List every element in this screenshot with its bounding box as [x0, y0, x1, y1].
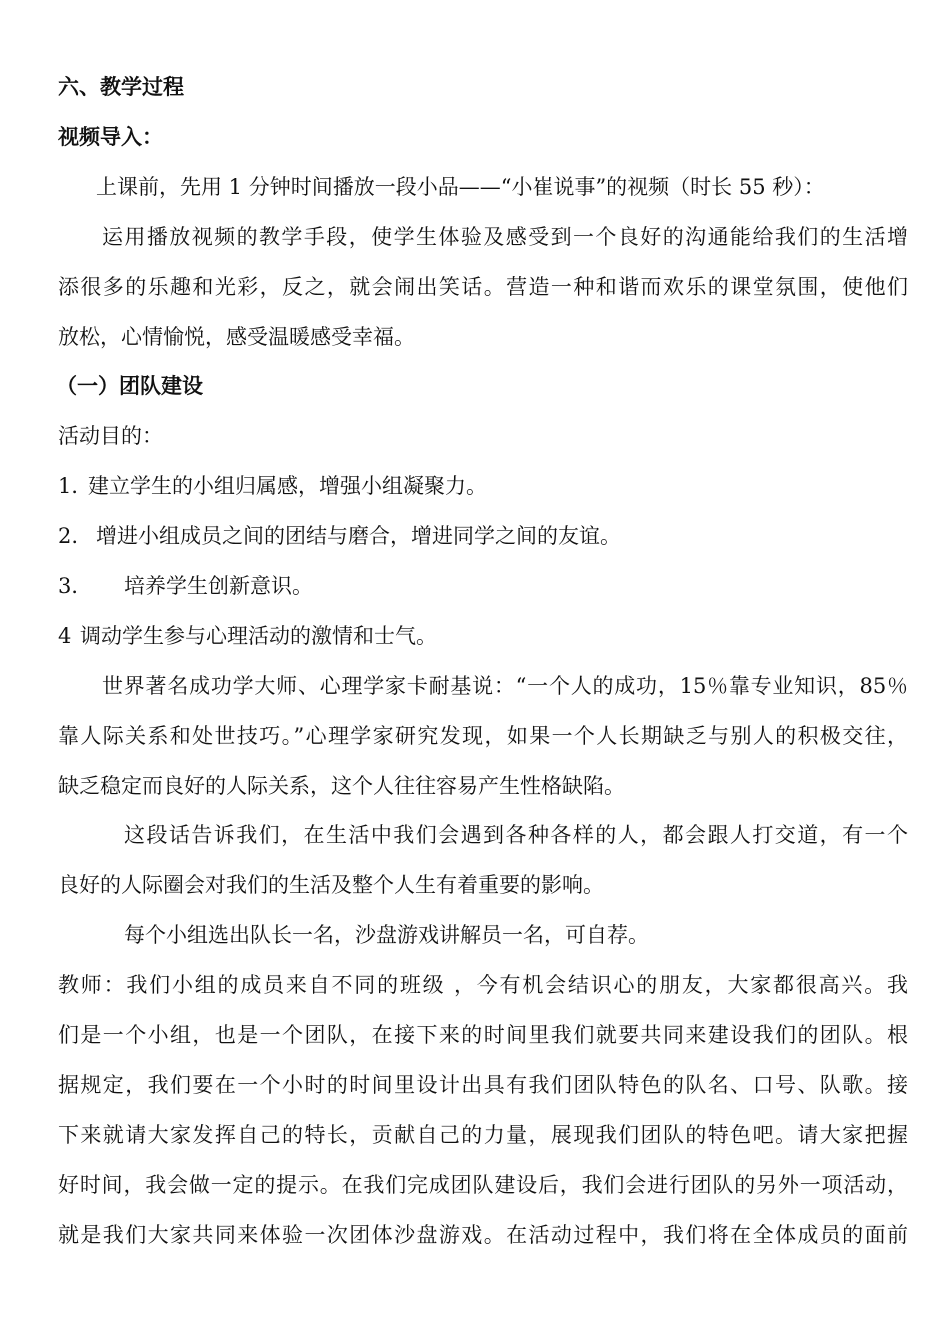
- teacher-paragraph-line-2: 们是一个小组，也是一个团队，在接下来的时间里我们就要共同来建设我们的团队。根: [58, 1023, 908, 1047]
- teacher-paragraph-line-6: 就是我们大家共同来体验一次团体沙盘游戏。在活动过程中，我们将在全体成员的面前: [58, 1223, 908, 1247]
- goal-item-2: [58, 521, 908, 551]
- purpose-paragraph-line-2: 添很多的乐趣和光彩，反之，就会闹出笑话。营造一种和谐而欢乐的课堂氛围，使他们: [58, 275, 908, 299]
- explanation-paragraph-line-1: 这段话告诉我们，在生活中我们会遇到各种各样的人，都会跟人打交道，有一个: [124, 823, 908, 847]
- carnegie-paragraph-line-1: 世界著名成功学大师、心理学家卡耐基说：“一个人的成功，15％靠专业知识，85％: [102, 674, 908, 698]
- purpose-paragraph-line-1: 运用播放视频的教学手段，使学生体验及感受到一个良好的沟通能给我们的生活增: [102, 225, 908, 249]
- carnegie-paragraph-line-2: 靠人际关系和处世技巧。”心理学家研究发现，如果一个人长期缺乏与别人的积极交往，: [58, 724, 908, 748]
- goal-text: 增进小组成员之间的团结与磨合，增进同学之间的友谊。: [96, 524, 621, 548]
- section-heading: 六、教学过程: [58, 75, 184, 99]
- teacher-paragraph-line-1: 教师：我们小组的成员来自不同的班级 ，今有机会结识心的朋友，大家都很高兴。我: [58, 973, 908, 997]
- goal-item-3: [58, 571, 908, 601]
- team-building-heading: （一）团队建设: [56, 374, 203, 398]
- goal-number: 4: [58, 624, 72, 648]
- video-description: 上课前，先用 1 分钟时间播放一段小品——“小崔说事”的视频（时长 55 秒）：: [96, 175, 825, 199]
- purpose-paragraph-line-3: 放松，心情愉悦，感受温暖感受幸福。: [58, 325, 415, 349]
- goal-item-1: [58, 471, 908, 501]
- carnegie-paragraph-line-3: 缺乏稳定而良好的人际关系，这个人往往容易产生性格缺陷。: [58, 774, 625, 798]
- goal-number: 2.: [58, 524, 79, 548]
- teacher-paragraph-line-3: 据规定，我们要在一个小时的时间里设计出具有我们团队特色的队名、口号、队歌。接: [58, 1073, 908, 1097]
- teacher-paragraph-line-4: 下来就请大家发挥自己的特长，贡献自己的力量，展现我们团队的特色吧。请大家把握: [58, 1123, 908, 1147]
- goal-text: 培养学生创新意识。: [124, 574, 313, 598]
- goal-number: 1．: [58, 474, 93, 498]
- teacher-paragraph-line-5: 好时间，我会做一定的提示。在我们完成团队建设后，我们会进行团队的另外一项活动，: [58, 1173, 908, 1197]
- goal-text: 建立学生的小组归属感，增强小组凝聚力。: [88, 474, 487, 498]
- group-selection-text: 每个小组选出队长一名，沙盘游戏讲解员一名，可自荐。: [124, 923, 649, 947]
- goal-text: 调动学生参与心理活动的激情和士气。: [80, 624, 437, 648]
- activity-purpose-label: 活动目的：: [58, 424, 163, 448]
- explanation-paragraph-line-2: 良好的人际圈会对我们的生活及整个人生有着重要的影响。: [58, 873, 604, 897]
- video-intro-heading: 视频导入：: [58, 125, 163, 149]
- goal-number: 3．: [58, 574, 93, 598]
- goal-item-4: [58, 621, 908, 651]
